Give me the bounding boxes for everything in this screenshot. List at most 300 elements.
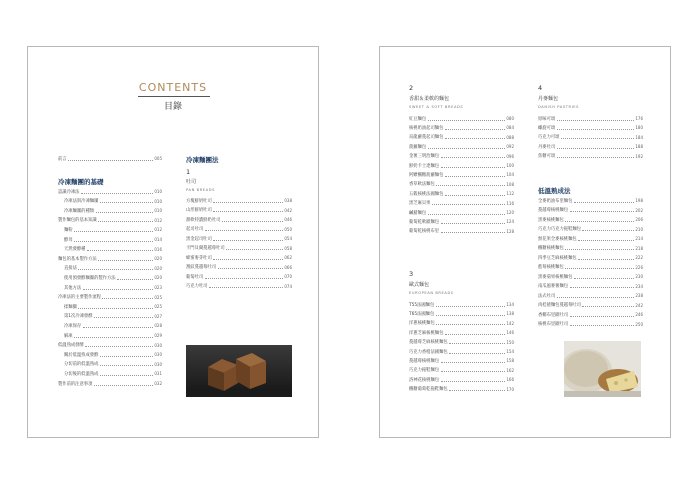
toc-page: 070 [284, 274, 292, 279]
toc-leader [565, 246, 634, 250]
toc-label: 紅豆麵包 [409, 116, 427, 122]
toc-page: 198 [635, 198, 643, 203]
toc-label: 揉麵團 [64, 304, 77, 310]
toc-label: 前言 [58, 156, 67, 162]
toc-label: 阿嬤楓糖菠蘿麵包 [409, 172, 444, 178]
toc-leader [205, 275, 283, 279]
toc-label: 麵粉 [64, 227, 73, 233]
toc-label: 起司吐司 [186, 227, 204, 232]
toc-label: 巧克力拖鞋麵包 [409, 368, 440, 374]
toc-leader [557, 117, 634, 121]
toc-leader [557, 154, 634, 158]
chapter-title: 吐司 [186, 179, 197, 185]
toc-label: 金薯三明治麵包 [409, 154, 440, 160]
toc-leader [98, 218, 153, 222]
toc-page: 222 [635, 255, 643, 260]
toc-label: 製作前的注意事項 [58, 381, 93, 387]
right-page [379, 46, 671, 438]
toc-label: 甜軟特濃鮮奶吐司 [186, 217, 221, 223]
toc-label: 黑麥菊果核桃麵包 [538, 274, 573, 280]
toc-leader [83, 286, 153, 290]
toc-row[interactable] [409, 228, 514, 235]
toc-leader [100, 372, 153, 376]
contents-title: CONTENTS [138, 81, 208, 94]
toc-page: 031 [154, 371, 162, 377]
toc-row[interactable] [64, 226, 162, 233]
toc-leader [213, 256, 283, 260]
toc-label: T65法國麵包 [409, 311, 435, 317]
toc-row[interactable] [409, 310, 514, 317]
toc-leader [432, 201, 505, 205]
toc-label: 分切後的低溫熟成 [64, 371, 99, 377]
toc-page: 066 [284, 264, 292, 270]
toc-page: 162 [506, 367, 514, 373]
toc-page: 014 [154, 237, 162, 242]
toc-leader [213, 208, 283, 212]
toc-row[interactable] [538, 153, 643, 160]
toc-leader [100, 199, 153, 203]
toc-label: 楓糖葡萄乾拖鞋麵包 [409, 387, 448, 393]
toc-leader [100, 353, 153, 357]
toc-label: 葡萄吐司 [186, 274, 204, 280]
toc-page: 016 [154, 246, 162, 252]
toc-label: 山形鮮奶吐司 [186, 208, 212, 213]
toc-leader [74, 228, 153, 232]
toc-page: 050 [284, 226, 292, 232]
toc-label: 核桃布里歐吐司 [538, 322, 569, 327]
toc-label: 楓糖核桃麵包 [538, 246, 564, 251]
chapter4-title: 丹麥麵包 [538, 96, 559, 102]
toc-row[interactable] [186, 283, 292, 290]
toc-leader [449, 340, 505, 344]
toc-label: 原味可頌 [538, 116, 556, 122]
toc-label: 認識冷凍法 [58, 189, 80, 195]
toc-row[interactable] [186, 235, 292, 242]
toc-leader [213, 199, 283, 203]
toc-row[interactable] [538, 254, 643, 261]
toc-row[interactable] [186, 207, 292, 214]
toc-page: 029 [154, 333, 162, 338]
toc-label: 巧克力吐司 [186, 284, 208, 289]
toc-page: 080 [506, 116, 514, 121]
toc-leader [87, 247, 153, 251]
toc-label: 核桃奶油起司麵包 [409, 125, 444, 131]
toc-row[interactable] [64, 246, 162, 253]
toc-page: 150 [506, 339, 514, 345]
toc-leader [570, 284, 634, 288]
toc-page: 010 [154, 198, 162, 204]
toc-page: 154 [506, 349, 514, 354]
toc-leader [436, 182, 505, 186]
toc-leader [117, 276, 153, 280]
toc-row[interactable] [409, 329, 514, 336]
toc-row[interactable] [64, 198, 162, 205]
toc-row[interactable] [64, 370, 162, 377]
toc-row[interactable] [538, 264, 643, 271]
toc-leader [582, 227, 633, 231]
toc-leader [441, 359, 505, 363]
toc-row[interactable] [538, 115, 643, 122]
toc-page: 012 [154, 217, 162, 223]
toc-label: 直接法 [64, 266, 77, 272]
toc-page: 010 [154, 208, 162, 214]
toc-leader [557, 145, 634, 149]
toc-row[interactable] [64, 274, 162, 281]
toc-page: 054 [284, 236, 292, 241]
toc-leader [226, 246, 283, 250]
toc-leader [428, 211, 505, 215]
toc-leader [441, 220, 505, 224]
toc-leader [578, 237, 634, 241]
toc-label: 蔓越莓核桃麵包 [409, 358, 440, 364]
toc-page: 084 [506, 125, 514, 131]
toc-label: 關於低溫熟成發酵 [64, 352, 99, 358]
toc-row[interactable] [64, 303, 162, 310]
toc-row[interactable] [58, 188, 162, 195]
toc-label: 洛神花核桃麵包 [409, 377, 440, 383]
toc-page: 202 [635, 207, 643, 213]
toc-label: 天然發酵種 [64, 247, 86, 253]
bread-cubes-photo [186, 345, 292, 397]
toc-leader [85, 343, 153, 347]
toc-leader [74, 334, 153, 338]
toc-row[interactable] [409, 301, 514, 308]
toc-page: 028 [154, 323, 162, 329]
toc-label: 鮮奶卡士達麵包 [409, 163, 440, 169]
toc-row[interactable] [538, 321, 643, 328]
toc-row[interactable] [409, 339, 514, 346]
toc-label: 第1次冷凍發酵 [64, 314, 93, 320]
toc-page: 074 [284, 283, 292, 289]
toc-label: 鹹豬麵包 [409, 210, 427, 216]
toc-page: 246 [635, 312, 643, 317]
toc-page: 027 [154, 313, 162, 319]
toc-row[interactable] [538, 292, 643, 299]
toc-row[interactable] [186, 264, 292, 271]
toc-leader [582, 303, 633, 307]
toc-row[interactable] [538, 226, 643, 233]
toc-label: 黑麥核桃麵包 [538, 217, 564, 223]
toc-page: 058 [284, 245, 292, 251]
toc-label: 冷凍法的主要製作流程 [58, 295, 101, 301]
toc-page: 112 [506, 191, 514, 197]
toc-row[interactable] [409, 181, 514, 188]
toc-page: 128 [506, 228, 514, 234]
toc-page: 030 [154, 361, 162, 367]
chapter4-number: 4 [538, 84, 543, 92]
toc-row[interactable] [409, 153, 514, 160]
toc-label: 巧克力香橙法國麵包 [409, 349, 448, 355]
toc-label: 香草軟法麵包 [409, 182, 435, 188]
toc-label: 焦糖可頌 [538, 154, 556, 160]
toc-page: 142 [506, 320, 514, 326]
toc-label: 法式吐司 [538, 293, 556, 299]
toc-label: 葡萄乾軟歐麵包 [409, 219, 440, 225]
toc-row[interactable] [64, 207, 162, 214]
toc-leader [222, 218, 283, 222]
toc-row[interactable] [538, 283, 643, 290]
toc-row[interactable] [409, 320, 514, 327]
toc-page: 206 [635, 217, 643, 222]
toc-leader [209, 284, 283, 288]
toc-row[interactable] [58, 255, 162, 262]
toc-label: 藍莓核桃麵包 [538, 265, 564, 270]
toc-row[interactable] [64, 351, 162, 358]
toc-row[interactable] [64, 284, 162, 291]
toc-row[interactable] [58, 217, 162, 224]
toc-page: 012 [154, 227, 162, 233]
toc-page: 218 [635, 245, 643, 251]
toc-page: 124 [506, 219, 514, 225]
toc-page: 100 [506, 163, 514, 168]
toc-page: 104 [506, 172, 514, 178]
toc-page: 176 [635, 116, 643, 121]
toc-page: 234 [635, 283, 643, 289]
chapter3-title: 歐式麵包 [409, 282, 430, 288]
toc-leader [445, 192, 505, 196]
toc-label: 冷凍保存 [64, 323, 82, 329]
toc-leader [445, 135, 505, 139]
toc-label: 蔓越莓核桃麵包 [538, 208, 569, 213]
toc-leader [428, 117, 505, 121]
toc-page: 242 [635, 302, 643, 308]
toc-label: 螺旋可頌 [538, 125, 556, 131]
toc-page: 020 [154, 256, 162, 262]
toc-label: 分切前的低溫熟成 [64, 362, 99, 368]
toc-row[interactable] [409, 209, 514, 216]
toc-row[interactable] [409, 367, 514, 374]
toc-label: 使用預發酵麵團的製作方法 [64, 275, 116, 281]
title-divider [138, 96, 210, 97]
toc-row[interactable] [409, 115, 514, 122]
chapter2-en-title: SWEET & SOFT BREADS [409, 105, 464, 109]
toc-page: 062 [284, 255, 292, 260]
toc-row[interactable] [409, 162, 514, 169]
toc-leader [94, 314, 153, 318]
toc-page: 192 [635, 153, 643, 159]
toc-page: 042 [284, 207, 292, 213]
toc-label: 方塊鮮奶吐司 [186, 198, 212, 204]
toc-label: 巧克力可頌 [538, 135, 560, 141]
toc-leader [578, 256, 634, 260]
toc-row[interactable] [64, 265, 162, 272]
toc-label: 其他方法 [64, 285, 82, 291]
toc-leader [557, 294, 634, 298]
section-title-frozen-dough: 冷凍麵團法 [186, 156, 219, 164]
toc-leader [81, 190, 153, 194]
toc-leader [570, 208, 634, 212]
section-title-low-temp: 低溫熟成法 [538, 187, 571, 195]
toc-label: 肉桂捲麵包蔓越莓吐司 [538, 303, 581, 308]
toc-page: 023 [154, 285, 162, 290]
toc-page: 166 [506, 377, 514, 383]
toc-leader [441, 368, 505, 372]
toc-label: 蔓越莓芝麻核桃麵包 [409, 340, 448, 346]
toc-intro-row[interactable] [58, 155, 162, 162]
toc-label: 冷凍麵團的種類 [64, 208, 95, 214]
toc-leader [445, 331, 505, 335]
toc-leader [441, 229, 505, 233]
toc-leader [449, 387, 505, 391]
toc-leader [68, 157, 153, 161]
toc-leader [213, 237, 283, 241]
toc-leader [78, 266, 152, 270]
toc-leader [96, 209, 153, 213]
toc-leader [570, 313, 634, 317]
toc-leader [574, 199, 634, 203]
chapter2-number: 2 [409, 84, 414, 92]
toc-row[interactable] [409, 143, 514, 150]
toc-page: 005 [154, 156, 162, 161]
toc-row[interactable] [186, 216, 292, 223]
toc-page: 038 [284, 198, 292, 203]
pastry-photo [564, 341, 641, 397]
toc-row[interactable] [409, 171, 514, 178]
toc-leader [102, 295, 152, 299]
toc-page: 046 [284, 217, 292, 222]
toc-row[interactable] [409, 376, 514, 383]
toc-label: 葡萄乾核桃布里 [409, 229, 440, 235]
toc-page: 184 [635, 134, 643, 140]
toc-label: 卡門貝爾蔓越莓吐司 [186, 246, 225, 251]
toc-label: 蜂蜜麥芽吐司 [186, 255, 212, 261]
toc-page: 025 [154, 304, 162, 310]
toc-page: 146 [506, 330, 514, 336]
toc-page: 158 [506, 358, 514, 364]
toc-leader [98, 257, 153, 261]
toc-row[interactable] [409, 348, 514, 355]
toc-label: 解凍 [64, 333, 73, 339]
toc-row[interactable] [64, 332, 162, 339]
toc-leader [83, 324, 153, 328]
chapter2-title: 香甜＆柔軟的麵包 [409, 96, 450, 102]
toc-row[interactable] [58, 380, 162, 387]
toc-row[interactable] [538, 207, 643, 214]
toc-label: 洋蔥芝麻核桃麵包 [409, 330, 444, 336]
toc-label: 丹麥吐司 [538, 144, 556, 150]
toc-row[interactable] [58, 294, 162, 301]
toc-row[interactable] [409, 357, 514, 364]
toc-page: 032 [154, 381, 162, 386]
toc-label: 全麥奶油布里麵包 [538, 198, 573, 204]
toc-leader [557, 126, 634, 130]
toc-row[interactable] [409, 386, 514, 393]
toc-page: 025 [154, 294, 162, 300]
toc-leader [441, 154, 505, 158]
toc-row[interactable] [409, 124, 514, 131]
toc-leader [436, 303, 505, 307]
toc-row[interactable] [58, 342, 162, 349]
toc-row[interactable] [538, 197, 643, 204]
toc-row[interactable] [538, 311, 643, 318]
section-title-freezing-basics: 冷凍麵團的基礎 [58, 178, 104, 186]
toc-page: 020 [154, 265, 162, 271]
toc-page: 188 [635, 144, 643, 150]
toc-row[interactable] [409, 218, 514, 225]
toc-label: 五穀核桃法國麵包 [409, 191, 444, 197]
toc-label: 低溫熟成發酵 [58, 343, 84, 349]
toc-label: 酵母 [64, 237, 73, 243]
toc-page: 230 [635, 274, 643, 279]
toc-page: 170 [506, 386, 514, 392]
toc-leader [74, 238, 153, 242]
toc-label: 香椰布里歐吐司 [538, 312, 569, 318]
toc-row[interactable] [186, 254, 292, 261]
toc-leader [561, 135, 634, 139]
toc-label: 巧克力巧克力拖鞋麵包 [538, 227, 581, 232]
toc-row[interactable] [186, 273, 292, 280]
toc-row[interactable] [538, 134, 643, 141]
toc-label: 四季豆芝麻核桃麵包 [538, 255, 577, 261]
toc-label: 製作麵包的基本知識 [58, 218, 97, 224]
toc-page: 088 [506, 134, 514, 140]
contents-subtitle: 目錄 [163, 102, 182, 112]
toc-label: 黑芝麻貝果 [409, 201, 431, 207]
toc-row[interactable] [186, 245, 292, 252]
toc-leader [205, 227, 283, 231]
toc-leader [100, 362, 153, 366]
toc-leader [445, 173, 505, 177]
toc-page: 180 [635, 125, 643, 131]
toc-page: 214 [635, 236, 643, 241]
toc-page: 020 [154, 275, 162, 281]
toc-row[interactable] [186, 226, 292, 233]
toc-row[interactable] [409, 134, 514, 141]
toc-leader [218, 265, 283, 269]
toc-page: 134 [506, 302, 514, 307]
toc-page: 238 [635, 293, 643, 298]
toc-row[interactable] [409, 190, 514, 197]
toc-label: 洋蔥核桃麵包 [409, 321, 435, 327]
toc-row[interactable] [64, 236, 162, 243]
toc-leader [436, 321, 505, 325]
toc-leader [441, 164, 505, 168]
toc-page: 250 [635, 321, 643, 327]
toc-leader [565, 218, 634, 222]
toc-leader [94, 382, 153, 386]
toc-page: 108 [506, 181, 514, 187]
toc-row[interactable] [538, 245, 643, 252]
toc-page: 010 [154, 189, 162, 194]
toc-row[interactable] [538, 216, 643, 223]
toc-row[interactable] [538, 302, 643, 309]
toc-row[interactable] [64, 361, 162, 368]
toc-row[interactable] [538, 273, 643, 280]
toc-leader [436, 312, 505, 316]
toc-page: 210 [635, 226, 643, 232]
toc-leader [445, 126, 505, 130]
toc-row[interactable] [409, 200, 514, 207]
toc-page: 226 [635, 264, 643, 270]
toc-page: 030 [154, 342, 162, 348]
toc-label: 麵包的基本製作方法 [58, 256, 97, 262]
toc-label: 菠蘿麵包 [409, 144, 427, 150]
toc-row[interactable] [538, 124, 643, 131]
toc-row[interactable] [538, 235, 643, 242]
toc-row[interactable] [64, 322, 162, 329]
toc-row[interactable] [538, 143, 643, 150]
toc-row[interactable] [64, 313, 162, 320]
toc-label: 南瓜風麥薯麵包 [538, 284, 569, 289]
chapter-en-title: PAN BREADS [186, 188, 215, 192]
toc-page: 138 [506, 311, 514, 317]
toc-row[interactable] [186, 197, 292, 204]
toc-leader [565, 265, 634, 269]
toc-label: 割紋蔓越莓吐司 [186, 265, 217, 270]
toc-page: 030 [154, 352, 162, 358]
toc-leader [428, 145, 505, 149]
toc-label: 無花果全麥核桃麵包 [538, 236, 577, 242]
